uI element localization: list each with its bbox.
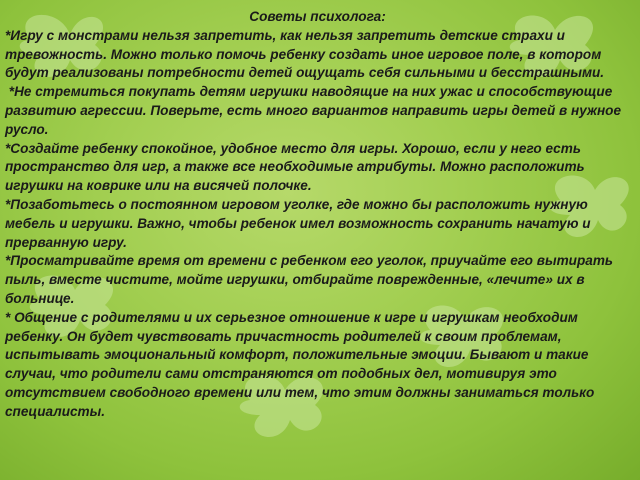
advice-paragraph: *Игру с монстрами нельзя запретить, как нельзя запретить детские страхи и тревожность. Можно только помочь ребенку создать иное игровое поле, в котором будут реализованы потребности детей ощущать себя сильными и бесстрашными. xyxy=(5,27,605,81)
advice-paragraph: * Общение с родителями и их серьезное отношение к игре и игрушкам необходим ребенку. Он будет чувствовать причастность родителей к своим проблемам, испытывать эмоциональный комфорт, положительные эмоции. Бывают и такие случаи, что родители сами отстраняются от подобных дел, мотивируя это отсутствием свободного времени или тем, что этим должны заниматься только специалисты. xyxy=(5,309,595,419)
advice-paragraph: *Создайте ребенку спокойное, удобное место для игры. Хорошо, если у него есть пространство для игр, а также все необходимые атрибуты. Можно расположить игрушки на коврике или на висячей полочке. xyxy=(5,140,585,194)
advice-paragraph: *Не стремиться покупать детям игрушки наводящие на них ужас и способствующие развитию агрессии. Поверьте, есть много вариантов направить игры детей в нужное русло. xyxy=(5,84,625,137)
advice-paragraph: *Позаботьтесь о постоянном игровом уголке, где можно бы расположить нужную мебель и игрушки. Важно, чтобы ребенок имел возможность сохранить начатую и прерванную игру. xyxy=(5,196,591,250)
advice-paragraph: *Просматривайте время от времени с ребенком его уголок, приучайте его вытирать пыль, вместе чистите, мойте игрушки, отбирайте поврежденные, «лечите» их в больнице. xyxy=(5,253,613,306)
slide-content xyxy=(5,8,630,422)
slide-title: Советы психолога: xyxy=(249,9,386,24)
